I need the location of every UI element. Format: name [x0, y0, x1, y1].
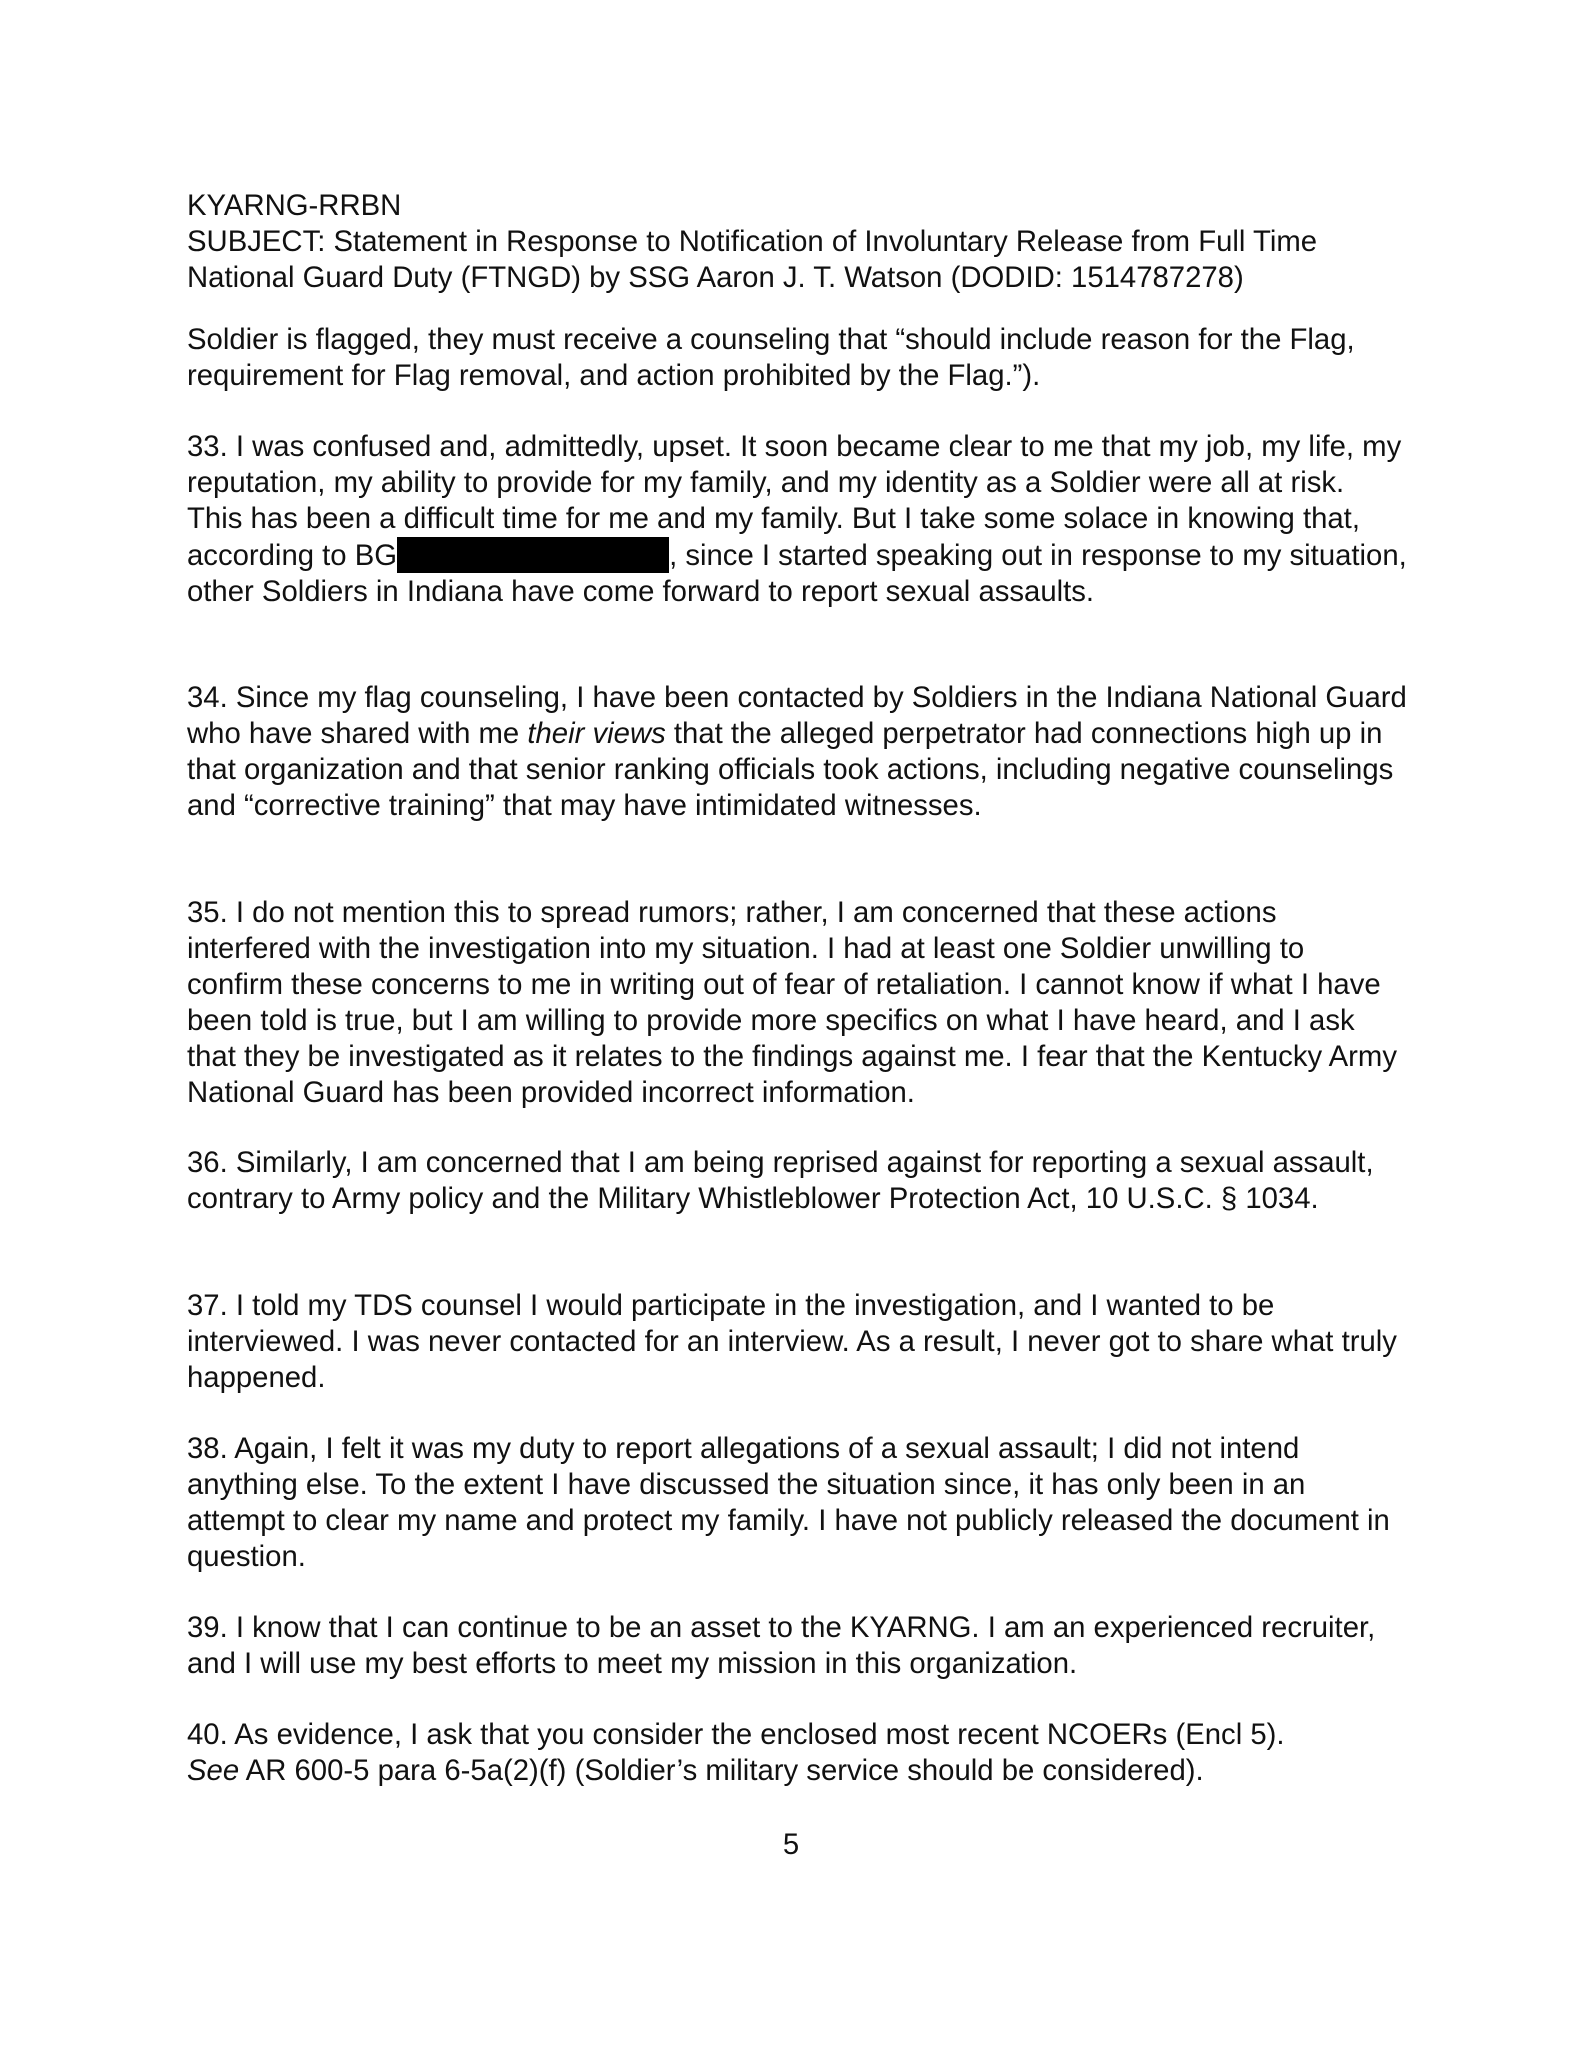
paragraph-33 — [187, 429, 1407, 610]
paragraph-39: 39. I know that I can continue to be an asset to the KYARNG. I am an experienced recruiter, and I will use my best efforts to meet my mission in this organization. — [187, 1611, 1376, 1680]
paragraph-35: 35. I do not mention this to spread rumors; rather, I am concerned that these actions interfered with the investigation into my situation. I had at least one Soldier unwilling to confirm these concerns to me in writing out of fear of retaliation. I cannot know if what I have been told is true, but I am willing to provide more specifics on what I have heard, and I ask that they be investigated as it relates to the findings against me. I fear that the Kentucky Army National Guard has been provided incorrect information. — [187, 896, 1397, 1109]
paragraph-36: 36. Similarly, I am concerned that I am being reprised against for reporting a sexual assault, contrary to Army policy and the Military Whistleblower Protection Act, 10 U.S.C. § 1034. — [187, 1146, 1374, 1215]
paragraph-38: 38. Again, I felt it was my duty to report allegations of a sexual assault; I did not intend anything else. To the extent I have discussed the situation since, it has only been in an attempt to clear my name and protect my family. I have not publicly released the document in question. — [187, 1432, 1390, 1573]
paragraph-33-text-end: , since I started speaking out in response to my situation, other Soldiers in Indiana have come forward to report sexual assaults. — [187, 539, 1407, 608]
paragraph-40-emphasis: See — [187, 1754, 240, 1787]
subject-line-1: SUBJECT: Statement in Response to Notification of Involuntary Release from Full Time — [187, 225, 1318, 258]
paragraph-34-text-end: that the alleged perpetrator had connections high up in that organization and that senior ranking officials took actions, including negative counselings and “corrective training” that may have intimidated witnesses. — [187, 717, 1394, 822]
redaction-box — [397, 537, 669, 573]
paragraph-33-text-start: 33. I was confused and, admittedly, upset. It soon became clear to me that my job, my life, my reputation, my ability to provide for my family, and my identity as a Soldier were all at risk. This has been a difficult time for me and my family. But I take some solace in knowing that, according to BG — [187, 430, 1402, 572]
subject-line-2: National Guard Duty (FTNGD) by SSG Aaron J. T. Watson (DODID: 1514787278) — [187, 261, 1244, 294]
paragraph-37: 37. I told my TDS counsel I would participate in the investigation, and I wanted to be interviewed. I was never contacted for an interview. As a result, I never got to share what truly happened. — [187, 1289, 1397, 1394]
page-number: 5 — [782, 1828, 800, 1861]
paragraph-40-line-2: AR 600-5 para 6-5a(2)(f) (Soldier’s military service should be considered). — [239, 1754, 1204, 1787]
paragraph-34-emphasis: their views — [527, 717, 666, 750]
unit-designation: KYARNG-RRBN — [187, 189, 402, 222]
document-header — [187, 188, 1407, 296]
paragraph-40 — [187, 1717, 1407, 1789]
paragraph-40-line-1: 40. As evidence, I ask that you consider the enclosed most recent NCOERs (Encl 5). — [187, 1718, 1285, 1751]
paragraph-continued: Soldier is flagged, they must receive a counseling that “should include reason for the Flag, requirement for Flag removal, and action prohibited by the Flag.”). — [187, 323, 1355, 392]
paragraph-34-text-start: 34. Since my flag counseling, I have been contacted by Soldiers in the Indiana National Guard who have shared with me — [187, 681, 1407, 750]
paragraph-34 — [187, 680, 1407, 824]
